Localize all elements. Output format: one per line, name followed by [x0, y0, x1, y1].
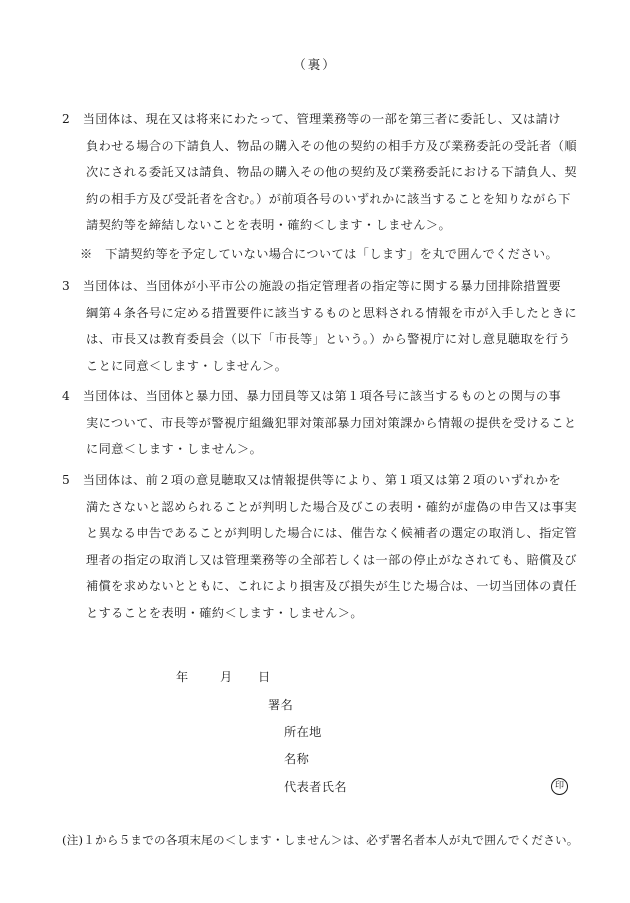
clause-2-line-2: 負わせる場合の下請負人、物品の購入その他の契約の相手方及び業務委託の受託者（順 — [86, 138, 577, 153]
footnote: (注)１から５までの各項末尾の＜します・しません＞は、必ず署名者本人が丸で囲んでください。 — [62, 833, 579, 847]
clause-5-line-6: とすることを表明・確約＜します・しません＞。 — [86, 605, 363, 620]
clause-3-line-4: ことに同意＜します・しません＞。 — [86, 358, 288, 373]
clause-4 — [62, 383, 584, 463]
clause-5-line-3: と異なる申告であることが判明した場合には、催告なく候補者の選定の取消し、指定管 — [86, 526, 577, 540]
subcontract-note-line: ※ 下請契約等を予定していない場合については「します」を丸で囲んでください。 — [80, 247, 559, 261]
signature-label: 署名 — [268, 698, 294, 712]
page-heading: （裏） — [293, 57, 337, 72]
clause-3-line-2: 綱第４条各号に定める措置要件に該当するものと思料される情報を市が入手したときに — [86, 305, 577, 320]
clause-5-line-4: 理者の指定の取消し又は管理業務等の全部若しくは一部の停止がなされても、賠償及び — [86, 552, 577, 567]
clause-5-line-1: 5 当団体は、前２項の意見聴取又は情報提供等により、第１項又は第２項のいずれかを — [62, 473, 562, 487]
clause-5-line-2: 満たさないと認められることが判明した場合及びこの表明・確約が虚偽の申告又は事実 — [86, 499, 577, 514]
clause-2 — [62, 106, 584, 239]
clause-4-line-3: に同意＜します・しません＞。 — [86, 442, 263, 456]
address-label: 所在地 — [284, 725, 322, 739]
clause-4-line-1: 4 当団体は、当団体と暴力団、暴力団員等又は第１項各号に該当するものとの関与の事 — [62, 389, 562, 403]
clause-2-line-5: 請契約等を締結しないことを表明・確約＜します・しません＞。 — [86, 218, 452, 232]
clause-5 — [62, 467, 584, 626]
subcontract-note — [80, 241, 602, 268]
clause-2-line-3: 次にされる委託又は請負、物品の購入その他の契約及び業務委託における下請負人、契 — [86, 165, 577, 179]
clause-2-line-1: 2 当団体は、現在又は将来にわたって、管理業務等の一部を第三者に委託し、又は請け — [62, 112, 561, 126]
date-day-label: 日 — [258, 670, 271, 684]
clause-3 — [62, 273, 584, 379]
clause-5-line-5: 補償を求めないとともに、これにより損害及び損失が生じた場合は、一切当団体の責任 — [86, 579, 577, 593]
date-year-label: 年 — [176, 670, 189, 684]
clause-3-line-1: 3 当団体は、当団体が小平市公の施設の指定管理者の指定等に関する暴力団排除措置要 — [62, 279, 562, 293]
date-month-label: 月 — [220, 670, 233, 684]
representative-label: 代表者氏名 — [284, 780, 347, 794]
clause-3-line-3: は、市長又は教育委員会（以下「市長等」という。）から警視庁に対し意見聴取を行う — [86, 332, 571, 346]
seal-mark-icon: 印 — [551, 778, 568, 795]
clause-4-line-2: 実について、市長等が警視庁組織犯罪対策部暴力団対策課から情報の提供を受けること — [86, 415, 577, 430]
clause-2-line-4: 約の相手方及び受託者を含む。）が前項各号のいずれかに該当することを知りながら下 — [86, 191, 571, 206]
name-label: 名称 — [284, 752, 310, 766]
